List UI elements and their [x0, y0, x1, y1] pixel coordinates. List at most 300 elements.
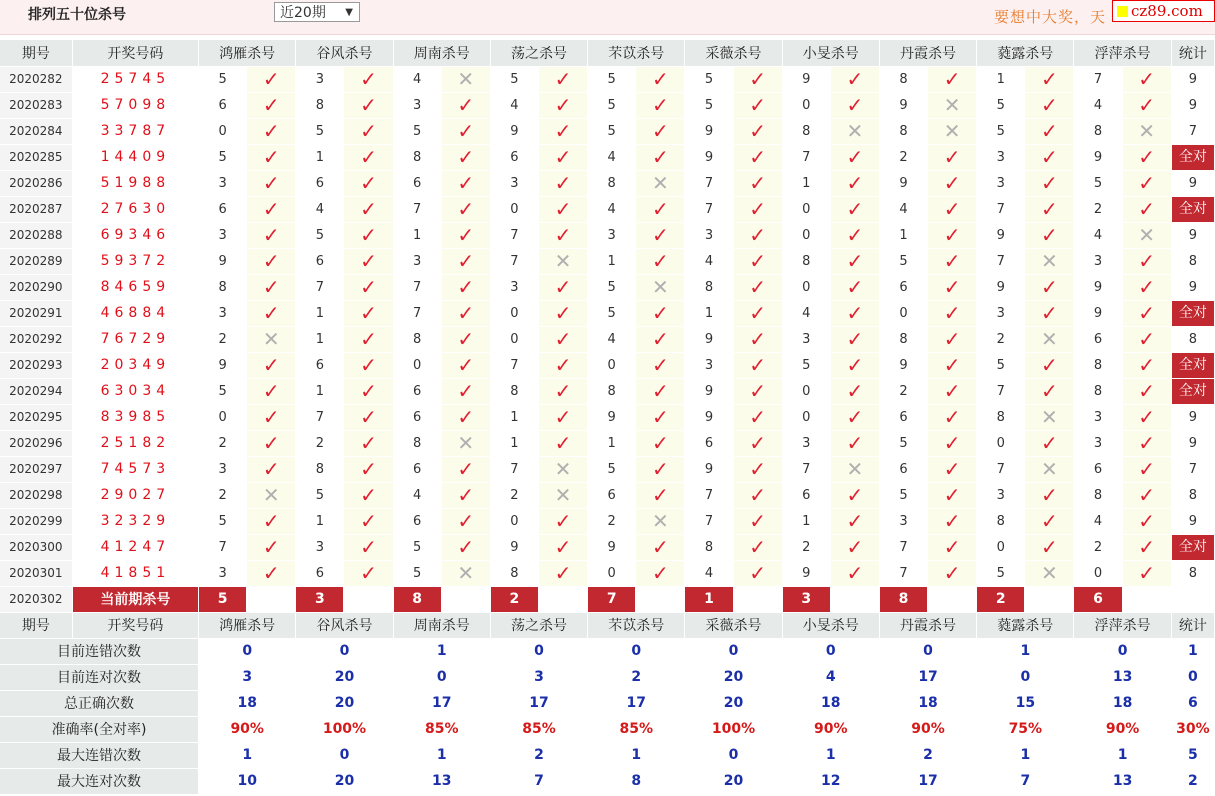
result-mark	[344, 144, 393, 170]
result-mark	[733, 430, 782, 456]
stat-value: 90%	[199, 716, 296, 742]
check-icon: ✓	[1138, 248, 1156, 273]
col-header-expert: 丹霞杀号	[879, 40, 976, 66]
kill-number: 1	[490, 404, 538, 430]
result-mark	[441, 66, 490, 92]
result-mark	[636, 534, 685, 560]
result-mark	[928, 66, 977, 92]
check-icon: ✓	[846, 508, 864, 533]
result-mark	[1025, 456, 1074, 482]
result-mark	[247, 66, 296, 92]
kill-number: 7	[199, 534, 247, 560]
check-icon: ✓	[749, 300, 766, 325]
result-mark	[247, 352, 296, 378]
result-mark	[830, 274, 879, 300]
stat-value: 10	[199, 768, 296, 794]
result-mark	[344, 222, 393, 248]
kill-number: 9	[879, 92, 927, 118]
kill-number: 6	[296, 560, 344, 586]
cross-icon: ✕	[554, 456, 572, 481]
stat-value: 0	[685, 742, 782, 768]
table-row	[0, 170, 1215, 196]
table-row	[0, 144, 1215, 170]
cross-icon: ✕	[651, 508, 669, 533]
check-icon: ✓	[749, 92, 766, 117]
kill-number: 0	[879, 300, 927, 326]
check-icon: ✓	[1041, 66, 1058, 91]
check-icon: ✓	[1041, 196, 1058, 221]
issue-number: 2020282	[0, 66, 72, 92]
stat-total: 2	[1171, 768, 1214, 794]
check-icon: ✓	[360, 508, 377, 533]
check-icon: ✓	[846, 482, 864, 507]
result-mark	[636, 222, 685, 248]
check-icon: ✓	[651, 300, 669, 325]
check-icon: ✓	[749, 352, 766, 377]
kill-number: 7	[685, 196, 733, 222]
kill-number: 9	[1074, 300, 1122, 326]
result-mark	[928, 196, 977, 222]
check-icon: ✓	[360, 274, 377, 299]
result-mark	[928, 534, 977, 560]
stat-value: 18	[199, 690, 296, 716]
kill-number: 6	[879, 456, 927, 482]
kill-number: 2	[296, 430, 344, 456]
kill-number: 6	[393, 378, 441, 404]
result-mark	[344, 352, 393, 378]
check-icon: ✓	[749, 196, 766, 221]
check-icon: ✓	[554, 118, 572, 143]
result-mark	[830, 326, 879, 352]
row-total-value: 7	[1188, 123, 1197, 139]
kill-number: 3	[588, 222, 636, 248]
kill-number: 3	[782, 326, 830, 352]
result-mark	[538, 378, 587, 404]
kill-number: 7	[296, 274, 344, 300]
chevron-down-icon: ▼	[345, 7, 353, 18]
result-mark	[538, 430, 587, 456]
kill-number: 3	[879, 508, 927, 534]
result-mark	[636, 274, 685, 300]
kill-number: 9	[977, 274, 1025, 300]
kill-number: 9	[685, 404, 733, 430]
result-mark	[441, 222, 490, 248]
check-icon: ✓	[457, 456, 475, 481]
current-kill-spacer	[1025, 586, 1074, 612]
winning-number: 83985	[72, 404, 198, 430]
result-mark	[733, 248, 782, 274]
result-mark	[928, 404, 977, 430]
result-mark	[247, 326, 296, 352]
col-header-expert: 芣苡杀号	[588, 40, 685, 66]
result-mark	[441, 508, 490, 534]
kill-number: 7	[977, 456, 1025, 482]
stat-row	[0, 742, 1215, 768]
check-icon: ✓	[943, 222, 961, 247]
result-mark	[441, 378, 490, 404]
stat-row	[0, 638, 1215, 664]
result-mark	[636, 430, 685, 456]
cross-icon: ✕	[1041, 404, 1058, 429]
check-icon: ✓	[846, 326, 864, 351]
stat-value: 4	[782, 664, 879, 690]
result-mark	[441, 196, 490, 222]
kill-number: 8	[879, 66, 927, 92]
result-mark	[1122, 300, 1171, 326]
result-mark	[830, 378, 879, 404]
result-mark	[733, 378, 782, 404]
row-total-value: 8	[1188, 487, 1197, 503]
kill-number: 8	[490, 378, 538, 404]
result-mark	[636, 144, 685, 170]
result-mark	[733, 92, 782, 118]
result-mark	[928, 560, 977, 586]
check-icon: ✓	[360, 196, 377, 221]
kill-number: 6	[1074, 456, 1122, 482]
table-row	[0, 352, 1215, 378]
issue-number: 2020297	[0, 456, 72, 482]
table-row	[0, 300, 1215, 326]
table-row	[0, 456, 1215, 482]
check-icon: ✓	[943, 300, 961, 325]
kill-number: 3	[685, 222, 733, 248]
stat-value: 17	[393, 690, 490, 716]
col-header-total: 统计	[1171, 612, 1214, 638]
issue-number: 2020299	[0, 508, 72, 534]
row-total	[1171, 92, 1214, 118]
kill-number: 6	[296, 170, 344, 196]
winning-number: 32329	[72, 508, 198, 534]
winning-number: 46884	[72, 300, 198, 326]
check-icon: ✓	[943, 248, 961, 273]
stat-total: 30%	[1171, 716, 1214, 742]
check-icon: ✓	[360, 326, 377, 351]
row-total	[1171, 222, 1214, 248]
check-icon: ✓	[943, 66, 961, 91]
winning-number: 41247	[72, 534, 198, 560]
stat-label: 最大连错次数	[0, 742, 199, 768]
current-kill-spacer	[538, 586, 587, 612]
col-header-winning: 开奖号码	[72, 40, 198, 66]
check-icon: ✓	[1041, 300, 1058, 325]
kill-number: 5	[588, 300, 636, 326]
stat-value: 20	[296, 664, 393, 690]
result-mark	[830, 482, 879, 508]
kill-number: 3	[1074, 248, 1122, 274]
check-icon: ✓	[554, 300, 572, 325]
current-kill-spacer	[928, 586, 977, 612]
issue-number: 2020301	[0, 560, 72, 586]
row-total	[1171, 66, 1214, 92]
kill-number: 1	[296, 300, 344, 326]
row-total-value: 9	[1188, 227, 1197, 243]
kill-number: 5	[199, 144, 247, 170]
kill-number: 6	[879, 404, 927, 430]
check-icon: ✓	[1138, 404, 1156, 429]
check-icon: ✓	[651, 534, 669, 559]
check-icon: ✓	[457, 326, 475, 351]
kill-number: 3	[296, 534, 344, 560]
check-icon: ✓	[360, 118, 377, 143]
winning-number: 63034	[72, 378, 198, 404]
result-mark	[928, 248, 977, 274]
kill-number: 9	[588, 534, 636, 560]
stat-value: 2	[490, 742, 587, 768]
check-icon: ✓	[262, 222, 280, 247]
kill-number: 9	[199, 352, 247, 378]
result-mark	[441, 326, 490, 352]
winning-number: 57098	[72, 92, 198, 118]
result-mark	[1122, 508, 1171, 534]
result-mark	[830, 534, 879, 560]
logo-text: cz89.com	[1131, 2, 1203, 20]
kill-number: 0	[588, 352, 636, 378]
check-icon: ✓	[262, 144, 280, 169]
check-icon: ✓	[1138, 534, 1156, 559]
result-mark	[247, 196, 296, 222]
row-total-value: 8	[1188, 331, 1197, 347]
col-header-issue: 期号	[0, 612, 72, 638]
result-mark	[733, 326, 782, 352]
check-icon: ✓	[846, 352, 864, 377]
kill-number: 6	[393, 404, 441, 430]
stat-value: 1	[1074, 742, 1171, 768]
check-icon: ✓	[360, 482, 377, 507]
check-icon: ✓	[457, 274, 475, 299]
check-icon: ✓	[262, 456, 280, 481]
result-mark	[538, 534, 587, 560]
all-correct-badge: 全对	[1172, 379, 1214, 404]
check-icon: ✓	[749, 222, 766, 247]
result-mark	[928, 456, 977, 482]
col-header-expert: 小旻杀号	[782, 612, 879, 638]
kill-number: 0	[490, 508, 538, 534]
check-icon: ✓	[749, 508, 766, 533]
check-icon: ✓	[1041, 378, 1058, 403]
result-mark	[247, 92, 296, 118]
stat-value: 20	[685, 690, 782, 716]
stat-label: 目前连错次数	[0, 638, 199, 664]
stat-label: 准确率(全对率)	[0, 716, 199, 742]
current-kill-spacer	[830, 586, 879, 612]
result-mark	[830, 430, 879, 456]
kill-number: 3	[393, 248, 441, 274]
check-icon: ✓	[360, 144, 377, 169]
result-mark	[830, 352, 879, 378]
check-icon: ✓	[360, 300, 377, 325]
check-icon: ✓	[749, 378, 766, 403]
kill-number: 8	[879, 118, 927, 144]
kill-number: 4	[588, 144, 636, 170]
result-mark	[538, 196, 587, 222]
result-mark	[928, 482, 977, 508]
result-mark	[441, 118, 490, 144]
kill-number: 1	[296, 326, 344, 352]
check-icon: ✓	[749, 274, 766, 299]
check-icon: ✓	[554, 352, 572, 377]
result-mark	[1122, 170, 1171, 196]
col-header-expert: 周南杀号	[393, 612, 490, 638]
result-mark	[538, 66, 587, 92]
kill-number: 2	[1074, 196, 1122, 222]
kill-number: 5	[393, 560, 441, 586]
kill-number: 3	[199, 170, 247, 196]
row-total-value: 9	[1188, 97, 1197, 113]
row-total	[1171, 274, 1214, 300]
issue-number: 2020296	[0, 430, 72, 456]
check-icon: ✓	[262, 248, 280, 273]
kill-number: 6	[1074, 326, 1122, 352]
winning-number: 59372	[72, 248, 198, 274]
winning-number: 33787	[72, 118, 198, 144]
result-mark	[441, 560, 490, 586]
check-icon: ✓	[262, 66, 280, 91]
result-mark	[928, 92, 977, 118]
site-logo[interactable]	[1112, 0, 1215, 22]
result-mark	[247, 508, 296, 534]
result-mark	[538, 248, 587, 274]
current-kill-number: 6	[1074, 586, 1122, 612]
check-icon: ✓	[1138, 170, 1156, 195]
winning-number: 25182	[72, 430, 198, 456]
kill-number: 5	[588, 66, 636, 92]
check-icon: ✓	[1138, 352, 1156, 377]
check-icon: ✓	[360, 534, 377, 559]
check-icon: ✓	[651, 222, 669, 247]
check-icon: ✓	[1138, 326, 1156, 351]
check-icon: ✓	[651, 430, 669, 455]
result-mark	[1122, 118, 1171, 144]
check-icon: ✓	[846, 66, 864, 91]
result-mark	[1122, 430, 1171, 456]
kill-number: 1	[977, 66, 1025, 92]
result-mark	[538, 300, 587, 326]
kill-number: 8	[199, 274, 247, 300]
kill-number: 7	[977, 378, 1025, 404]
stat-value: 90%	[1074, 716, 1171, 742]
check-icon: ✓	[943, 430, 961, 455]
kill-number: 3	[977, 170, 1025, 196]
all-correct-badge: 全对	[1172, 535, 1214, 560]
stat-value: 18	[879, 690, 976, 716]
check-icon: ✓	[943, 482, 961, 507]
result-mark	[441, 92, 490, 118]
check-icon: ✓	[262, 274, 280, 299]
winning-number: 20349	[72, 352, 198, 378]
result-mark	[733, 482, 782, 508]
result-mark	[441, 430, 490, 456]
row-total	[1171, 482, 1214, 508]
check-icon: ✓	[943, 534, 961, 559]
kill-number: 6	[879, 274, 927, 300]
col-header-expert: 采薇杀号	[685, 612, 782, 638]
kill-number: 0	[588, 560, 636, 586]
result-mark	[1122, 534, 1171, 560]
current-kill-spacer	[441, 586, 490, 612]
check-icon: ✓	[651, 248, 669, 273]
kill-number: 1	[879, 222, 927, 248]
result-mark	[830, 300, 879, 326]
result-mark	[538, 508, 587, 534]
result-mark	[928, 144, 977, 170]
kill-number: 5	[588, 118, 636, 144]
result-mark	[733, 352, 782, 378]
check-icon: ✓	[457, 300, 475, 325]
check-icon: ✓	[554, 326, 572, 351]
result-mark	[344, 66, 393, 92]
kill-number: 9	[685, 326, 733, 352]
result-mark	[830, 196, 879, 222]
stat-value: 3	[490, 664, 587, 690]
cross-icon: ✕	[1138, 222, 1156, 247]
kill-number: 6	[393, 456, 441, 482]
check-icon: ✓	[1138, 196, 1156, 221]
all-correct-badge: 全对	[1172, 301, 1214, 326]
stat-value: 1	[977, 638, 1074, 664]
current-kill-spacer	[1122, 586, 1171, 612]
result-mark	[344, 404, 393, 430]
kill-number: 7	[490, 352, 538, 378]
table-row	[0, 430, 1215, 456]
stat-value: 0	[685, 638, 782, 664]
check-icon: ✓	[457, 482, 475, 507]
check-icon: ✓	[457, 144, 475, 169]
check-icon: ✓	[1138, 482, 1156, 507]
kill-number: 1	[296, 508, 344, 534]
current-kill-spacer	[733, 586, 782, 612]
stat-row	[0, 664, 1215, 690]
result-mark	[636, 560, 685, 586]
kill-number: 5	[685, 92, 733, 118]
row-total	[1171, 144, 1214, 170]
stat-value: 8	[588, 768, 685, 794]
current-kill-number: 2	[490, 586, 538, 612]
table-row	[0, 92, 1215, 118]
result-mark	[441, 352, 490, 378]
check-icon: ✓	[1041, 534, 1058, 559]
stat-value: 7	[490, 768, 587, 794]
kill-number: 5	[685, 66, 733, 92]
col-header-issue: 期号	[0, 40, 72, 66]
check-icon: ✓	[943, 456, 961, 481]
period-dropdown[interactable]	[274, 2, 360, 22]
kill-number: 5	[879, 248, 927, 274]
result-mark	[928, 508, 977, 534]
kill-number: 9	[879, 170, 927, 196]
result-mark	[830, 404, 879, 430]
check-icon: ✓	[846, 196, 864, 221]
check-icon: ✓	[651, 482, 669, 507]
kill-number: 8	[879, 326, 927, 352]
stat-value: 1	[393, 638, 490, 664]
header-row	[0, 40, 1215, 66]
kill-number: 6	[393, 508, 441, 534]
check-icon: ✓	[1041, 170, 1058, 195]
winning-number: 51988	[72, 170, 198, 196]
kill-number: 2	[199, 482, 247, 508]
result-mark	[1025, 92, 1074, 118]
check-icon: ✓	[360, 404, 377, 429]
issue-number: 2020298	[0, 482, 72, 508]
kill-number: 0	[490, 300, 538, 326]
result-mark	[636, 456, 685, 482]
result-mark	[441, 534, 490, 560]
result-mark	[538, 274, 587, 300]
check-icon: ✓	[360, 456, 377, 481]
check-icon: ✓	[457, 378, 475, 403]
stat-value: 1	[588, 742, 685, 768]
check-icon: ✓	[846, 222, 864, 247]
